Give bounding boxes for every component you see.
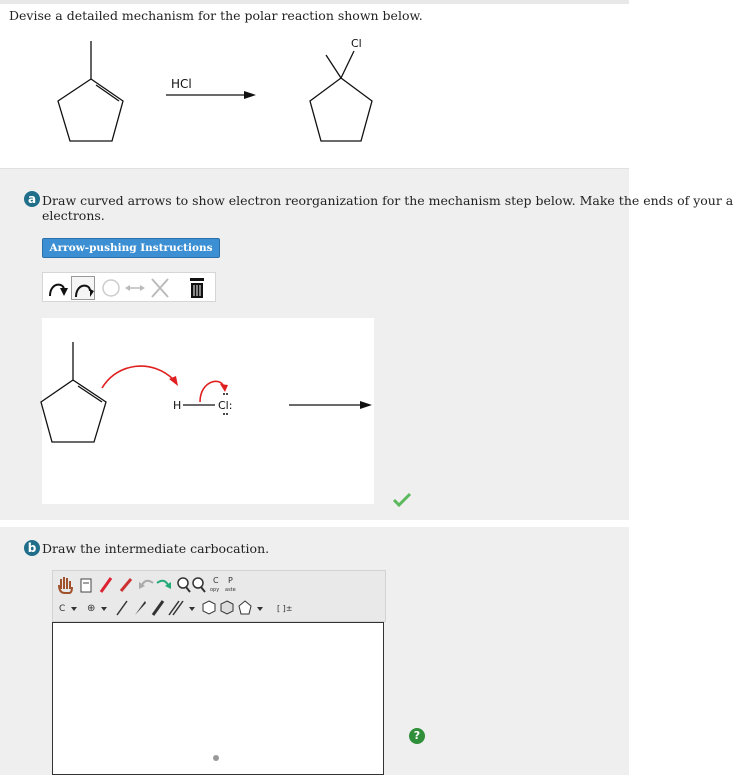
- double-arrow-tool-icon[interactable]: [46, 276, 70, 300]
- part-a-badge: a: [24, 191, 40, 207]
- part-a-instruction-line1: Draw curved arrows to show electron reorganization for the mechanism step below. Make the ends of your a: [42, 193, 733, 208]
- alkene-molecule: [41, 342, 106, 442]
- benzene-icon[interactable]: [221, 601, 233, 614]
- hydrogen-label: H: [173, 399, 182, 412]
- paste-button[interactable]: [225, 576, 236, 593]
- svg-text:opy: opy: [210, 587, 220, 593]
- sketcher-toolbar-icons: [53, 571, 387, 623]
- charge-selector[interactable]: [87, 603, 107, 614]
- reaction-scheme-drawing: [38, 31, 380, 155]
- reactant-molecule: [58, 41, 123, 141]
- arrow-pushing-instructions-button[interactable]: Arrow-pushing Instructions: [42, 238, 220, 258]
- arrow-toolbar: [42, 272, 216, 302]
- pencil-red-icon[interactable]: [101, 578, 111, 592]
- part-b-instruction: Draw the intermediate carbocation.: [42, 541, 270, 556]
- cyclohexane-icon[interactable]: [203, 601, 215, 614]
- reaction-scheme: [38, 31, 380, 155]
- element-selector[interactable]: [59, 604, 77, 614]
- svg-text:[ ]±: [ ]±: [277, 604, 293, 613]
- part-b-panel: [0, 527, 629, 775]
- part-a-instruction-line2: electrons.: [42, 208, 105, 223]
- part-a-panel: [0, 168, 733, 520]
- sketcher-toolbar: [52, 570, 386, 622]
- single-arrow-tool-icon[interactable]: [71, 276, 95, 300]
- mechanism-canvas[interactable]: [42, 318, 374, 504]
- ring-menu-chevron-icon[interactable]: [257, 607, 263, 611]
- pi-bond-arrow: [102, 366, 174, 388]
- mechanism-drawing: [42, 318, 374, 504]
- top-band: [0, 0, 629, 4]
- svg-text:⊕: ⊕: [87, 603, 96, 614]
- bracket-tool-button[interactable]: [277, 604, 293, 613]
- chlorine-label: Cl:: [218, 399, 233, 412]
- double-bond-icon[interactable]: [169, 601, 183, 615]
- delete-x-icon[interactable]: [147, 276, 173, 300]
- zoom-out-icon[interactable]: [193, 578, 205, 592]
- correct-check-icon: [392, 492, 412, 508]
- help-icon[interactable]: ?: [409, 728, 425, 744]
- lasso-red-icon[interactable]: [121, 579, 131, 591]
- redo-icon[interactable]: [157, 581, 171, 589]
- trash-icon[interactable]: [185, 276, 209, 300]
- resonance-arrow-icon[interactable]: [123, 276, 147, 300]
- product-cl-label: Cl: [351, 37, 362, 50]
- question-text: Devise a detailed mechanism for the polar reaction shown below.: [9, 8, 423, 23]
- wedge-bond-icon[interactable]: [135, 601, 146, 615]
- reaction-arrow: [166, 91, 256, 99]
- bond-menu-chevron-icon[interactable]: [189, 607, 195, 611]
- product-molecule: [310, 51, 372, 141]
- electron-circle-icon[interactable]: [99, 276, 123, 300]
- canvas-center-dot: [213, 755, 219, 761]
- undo-icon[interactable]: [139, 581, 153, 589]
- cyclopentane-icon[interactable]: [239, 601, 251, 614]
- svg-text:C: C: [59, 604, 66, 614]
- hand-icon[interactable]: [59, 577, 72, 593]
- single-bond-icon[interactable]: [117, 601, 127, 615]
- svg-text:aste: aste: [225, 587, 236, 593]
- zoom-in-icon[interactable]: [178, 578, 190, 592]
- part-b-badge: b: [24, 540, 40, 556]
- copy-button[interactable]: [210, 576, 219, 593]
- svg-text:P: P: [228, 576, 233, 585]
- erase-select-icon[interactable]: [81, 579, 91, 592]
- svg-text:C: C: [213, 576, 219, 585]
- sketcher-canvas[interactable]: [52, 622, 421, 775]
- bold-bond-icon[interactable]: [153, 601, 163, 615]
- reagent-label: HCl: [171, 77, 192, 91]
